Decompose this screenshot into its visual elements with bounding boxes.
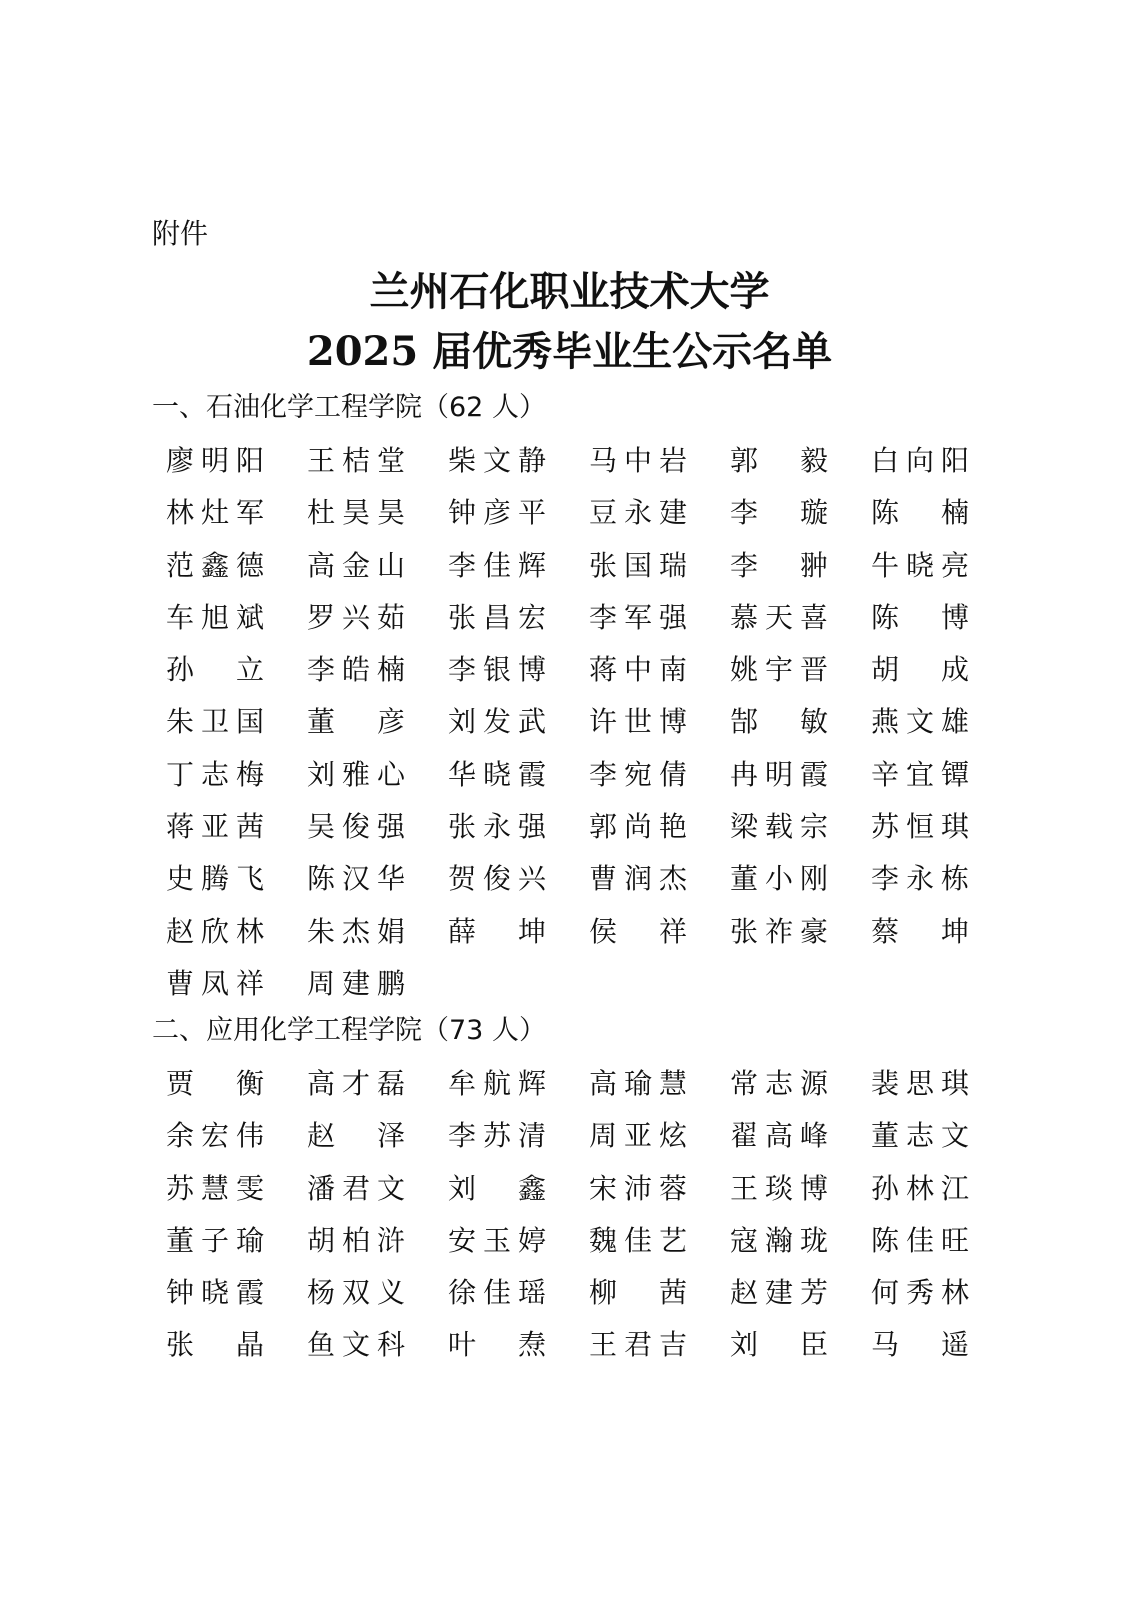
student-name: 牟航辉 xyxy=(448,1067,546,1100)
student-name: 郭尚艳 xyxy=(589,810,687,844)
student-name: 赵欣林 xyxy=(166,914,264,948)
student-name: 董志文 xyxy=(871,1119,969,1153)
student-name: 李银博 xyxy=(448,653,546,687)
student-name: 胡柏浒 xyxy=(307,1223,405,1257)
student-name: 燕文雄 xyxy=(871,705,969,739)
student-name: 胡 成 xyxy=(871,653,969,687)
student-name: 钟晓霞 xyxy=(166,1276,264,1310)
student-name: 潘君文 xyxy=(307,1171,405,1205)
student-name: 贺俊兴 xyxy=(448,862,546,896)
student-name: 董小刚 xyxy=(730,862,828,896)
student-name: 贾 衡 xyxy=(166,1067,264,1100)
student-name: 张昌宏 xyxy=(448,600,546,634)
section-heading: 一、石油化学工程学院（62 人） xyxy=(152,392,546,423)
student-name: 杨双义 xyxy=(307,1276,405,1310)
attachment-label: 附件 xyxy=(152,217,209,250)
student-name: 侯 祥 xyxy=(589,914,687,948)
student-name: 裴思琪 xyxy=(871,1067,969,1100)
student-name: 李 璇 xyxy=(730,496,828,530)
student-name: 苏恒琪 xyxy=(871,810,969,844)
student-name: 李皓楠 xyxy=(307,653,405,687)
student-name: 豆永建 xyxy=(589,496,687,530)
student-name: 梁载宗 xyxy=(730,810,828,844)
student-name: 何秀林 xyxy=(871,1276,969,1310)
student-name: 曹润杰 xyxy=(589,862,687,896)
student-name: 翟高峰 xyxy=(730,1119,828,1153)
student-name: 周建鹏 xyxy=(307,966,405,1000)
student-name: 高金山 xyxy=(307,548,405,582)
student-name: 陈佳旺 xyxy=(871,1223,969,1257)
student-name: 李苏清 xyxy=(448,1119,546,1153)
name-grid xyxy=(152,435,1012,1010)
student-name: 常志源 xyxy=(730,1067,828,1100)
student-name: 张祚豪 xyxy=(730,914,828,948)
student-name: 余宏伟 xyxy=(166,1119,264,1153)
student-name: 陈 楠 xyxy=(871,496,969,530)
section-heading: 二、应用化学工程学院（73 人） xyxy=(152,1015,546,1046)
student-name: 许世博 xyxy=(589,705,687,739)
student-name: 陈 博 xyxy=(871,600,969,634)
student-name: 李永栋 xyxy=(871,862,969,896)
student-name: 李佳辉 xyxy=(448,548,546,582)
student-name: 张永强 xyxy=(448,810,546,844)
student-name: 徐佳瑶 xyxy=(448,1276,546,1310)
student-name: 宋沛蓉 xyxy=(589,1171,687,1205)
student-name: 董 彦 xyxy=(307,705,405,739)
student-name: 李 翀 xyxy=(730,548,828,582)
name-grid xyxy=(152,1058,1012,1372)
student-name: 高才磊 xyxy=(307,1067,405,1100)
student-name: 丁志梅 xyxy=(166,757,264,791)
student-name: 李宛倩 xyxy=(589,757,687,791)
student-name: 钟彦平 xyxy=(448,496,546,530)
student-name: 王君吉 xyxy=(589,1328,687,1362)
student-name: 辛宜镡 xyxy=(871,757,969,791)
student-name: 郜 敏 xyxy=(730,705,828,739)
student-name: 慕天喜 xyxy=(730,600,828,634)
student-name: 寇瀚珑 xyxy=(730,1223,828,1257)
student-name: 孙 立 xyxy=(166,653,264,687)
student-name: 孙林江 xyxy=(871,1171,969,1205)
student-name: 刘 鑫 xyxy=(448,1171,546,1205)
student-name: 朱杰娟 xyxy=(307,914,405,948)
student-name: 华晓霞 xyxy=(448,757,546,791)
student-name: 吴俊强 xyxy=(307,810,405,844)
student-name: 赵 泽 xyxy=(307,1119,405,1153)
student-name: 蔡 坤 xyxy=(871,914,969,948)
student-name: 刘 臣 xyxy=(730,1328,828,1362)
student-name: 张 晶 xyxy=(166,1328,264,1362)
student-name: 魏佳艺 xyxy=(589,1223,687,1257)
student-name: 蒋中南 xyxy=(589,653,687,687)
student-name: 刘发武 xyxy=(448,705,546,739)
student-name: 王桔堂 xyxy=(307,444,405,477)
student-name: 柳 茜 xyxy=(589,1276,687,1310)
student-name: 姚宇晋 xyxy=(730,653,828,687)
student-name: 薛 坤 xyxy=(448,914,546,948)
student-name: 冉明霞 xyxy=(730,757,828,791)
student-name: 张国瑞 xyxy=(589,548,687,582)
student-name: 白向阳 xyxy=(871,444,969,477)
student-name: 罗兴茹 xyxy=(307,600,405,634)
student-name: 高瑜慧 xyxy=(589,1067,687,1100)
student-name: 杜昊昊 xyxy=(307,496,405,530)
student-name: 马 遥 xyxy=(871,1328,969,1362)
student-name: 范鑫德 xyxy=(166,548,264,582)
document-title: 兰州石化职业技术大学 xyxy=(369,268,770,315)
student-name: 叶 焘 xyxy=(448,1328,546,1362)
section-petroleum-chemical-engineering xyxy=(152,381,1012,1010)
student-name: 史腾飞 xyxy=(166,862,264,896)
student-name: 鱼文科 xyxy=(307,1328,405,1362)
student-name: 刘雅心 xyxy=(307,757,405,791)
student-name: 周亚炫 xyxy=(589,1119,687,1153)
student-name: 车旭斌 xyxy=(166,600,264,634)
student-name: 林灶军 xyxy=(166,496,264,530)
student-name: 安玉婷 xyxy=(448,1223,546,1257)
student-name: 赵建芳 xyxy=(730,1276,828,1310)
section-applied-chemical-engineering xyxy=(152,1004,1012,1372)
student-name: 朱卫国 xyxy=(166,705,264,739)
student-name: 郭 毅 xyxy=(730,444,828,477)
student-name: 李军强 xyxy=(589,600,687,634)
student-name: 王琰博 xyxy=(730,1171,828,1205)
student-name: 陈汉华 xyxy=(307,862,405,896)
document-subtitle: 2025 届优秀毕业生公示名单 xyxy=(306,328,833,375)
student-name: 蒋亚茜 xyxy=(166,810,264,844)
student-name: 柴文静 xyxy=(448,444,546,477)
student-name: 马中岩 xyxy=(589,444,687,477)
student-name: 廖明阳 xyxy=(166,444,264,477)
student-name: 牛晓亮 xyxy=(871,548,969,582)
student-name: 苏慧雯 xyxy=(166,1171,264,1205)
student-name: 董子瑜 xyxy=(166,1223,264,1257)
student-name: 曹凤祥 xyxy=(166,966,264,1000)
